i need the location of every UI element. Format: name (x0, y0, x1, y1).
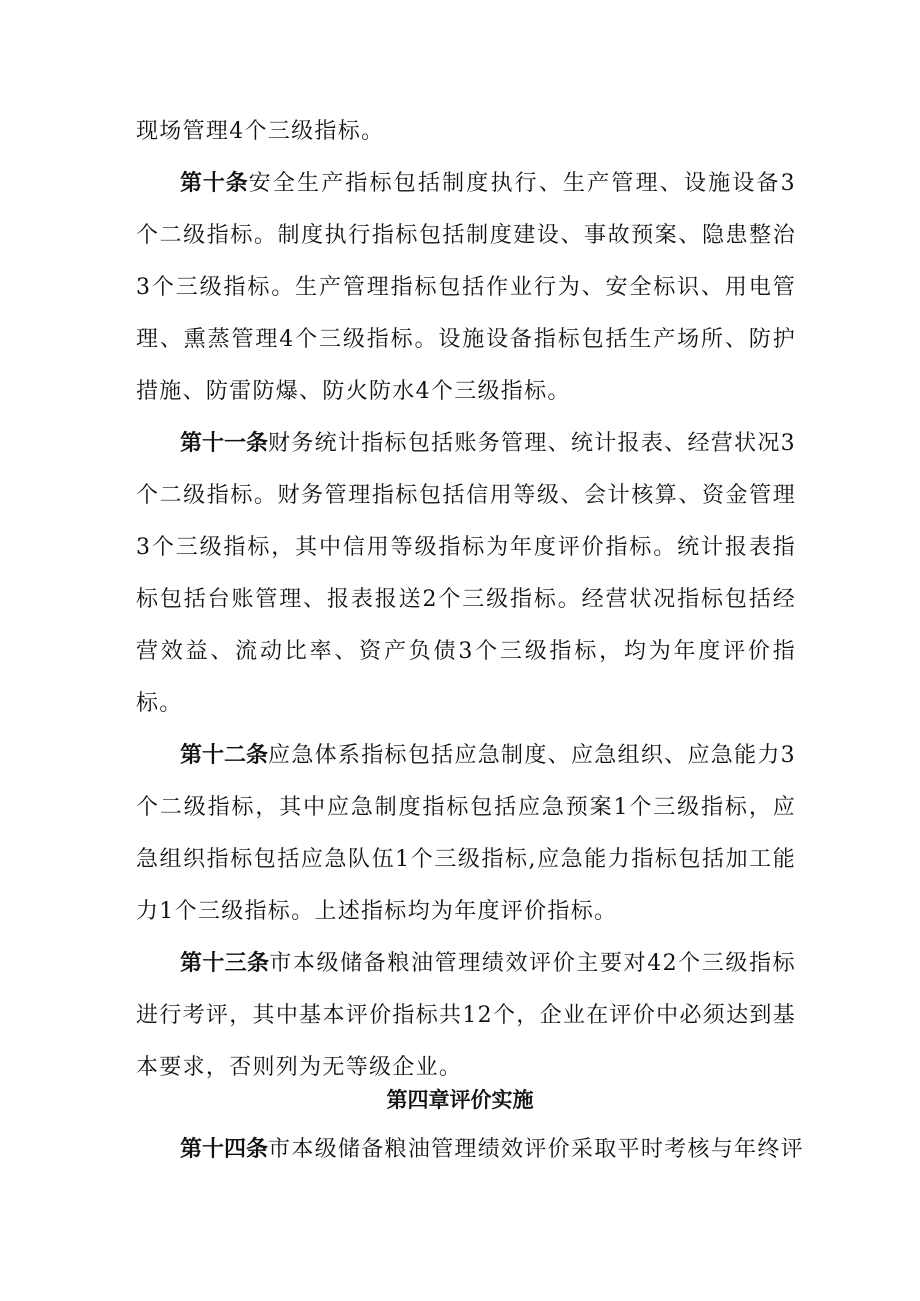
article-11 (136, 418, 796, 730)
paragraph-text: 现场管理4个三级指标。 (136, 119, 385, 144)
article-heading: 第十条 (180, 171, 249, 196)
article-10 (136, 158, 796, 418)
article-heading: 第十二条 (180, 743, 269, 768)
paragraph-text: 市本级储备粮油管理绩效评价主要对42个三级指标进行考评，其中基本评价指标共12个，企业在评价中必须达到基本要求，否则列为无等级企业。 (136, 951, 796, 1080)
article-heading: 第十三条 (180, 951, 270, 976)
article-13 (136, 938, 796, 1094)
article-heading: 第十一条 (180, 431, 269, 456)
paragraph-continuation (136, 106, 796, 158)
chapter-title: 第四章评价实施 (386, 1088, 534, 1112)
document-body (136, 106, 796, 1094)
paragraph-text: 市本级储备粮油管理绩效评价采取平时考核与年终评 (268, 1137, 804, 1162)
paragraph-text: 安全生产指标包括制度执行、生产管理、设施设备3个二级指标。制度执行指标包括制度建设、事故预案、隐患整治3个三级指标。生产管理指标包括作业行为、安全标识、用电管理、熏蒸管理4个三级指标。设施设备指标包括生产场所、防护措施、防雷防爆、防火防水4个三级指标。 (136, 171, 796, 404)
paragraph-text: 财务统计指标包括账务管理、统计报表、经营状况3个二级指标。财务管理指标包括信用等级、会计核算、资金管理3个三级指标，其中信用等级指标为年度评价指标。统计报表指标包括台账管理、报表报送2个三级指标。经营状况指标包括经营效益、流动比率、资产负债3个三级指标，均为年度评价指标。 (136, 431, 796, 716)
article-heading: 第十四条 (180, 1137, 269, 1162)
article-12 (136, 730, 796, 938)
paragraph-text: 应急体系指标包括应急制度、应急组织、应急能力3个二级指标，其中应急制度指标包括应急预案1个三级指标，应急组织指标包括应急队伍1个三级指标,应急能力指标包括加工能力1个三级指标。上述指标均为年度评价指标。 (136, 743, 796, 924)
article-14 (136, 1124, 804, 1176)
